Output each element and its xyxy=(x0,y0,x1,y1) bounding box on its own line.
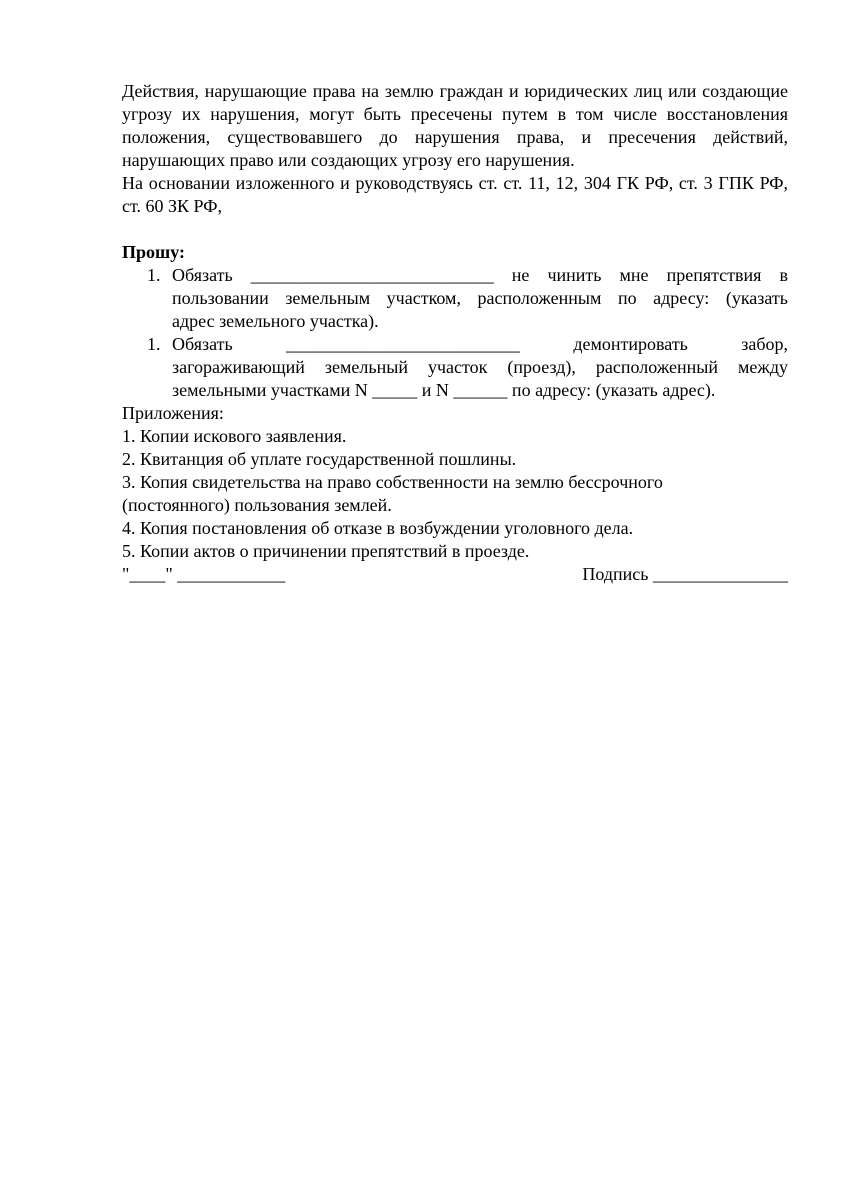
request-line: пользовании земельным участком, расположенным по адресу: (указать xyxy=(172,288,788,308)
request-line: земельными участками N _____ и N ______ по адресу: (указать адрес). xyxy=(172,380,716,400)
attachment-item: 2. Квитанция об уплате государственной пошлины. xyxy=(122,449,517,469)
attachment-item: 3. Копия свидетельства на право собственности на землю бессрочного xyxy=(122,472,663,492)
signature-row xyxy=(122,563,788,586)
spacer xyxy=(122,218,788,241)
request-number: 1. xyxy=(147,265,161,285)
request-line: адрес земельного участка). xyxy=(172,311,379,331)
attachment-item: 5. Копии актов о причинении препятствий в проезде. xyxy=(122,541,530,561)
document-body xyxy=(122,80,788,586)
request-line: Обязать __________________________ демонтировать забор, xyxy=(172,334,788,354)
request-list xyxy=(122,264,788,402)
signature-field: Подпись _______________ xyxy=(582,564,788,584)
attachment-item: 4. Копия постановления об отказе в возбуждении уголовного дела. xyxy=(122,518,634,538)
request-item xyxy=(122,333,788,402)
paragraph-legal-basis: На основании изложенного и руководствуясь ст. ст. 11, 12, 304 ГК РФ, ст. 3 ГПК РФ, ст. 60 ЗК РФ, xyxy=(122,173,788,216)
request-number: 1. xyxy=(147,334,161,354)
paragraph-rights-violation: Действия, нарушающие права на землю граждан и юридических лиц или создающие угрозу их нарушения, могут быть пресечены путем в том числе восстановления положения, существовавшего до нарушения права, и пресечения действий, нарушающих право или создающих угрозу его нарушения. xyxy=(122,81,788,170)
attachment-item: 1. Копии искового заявления. xyxy=(122,426,347,446)
request-heading: Прошу: xyxy=(122,242,185,262)
request-line: загораживающий земельный участок (проезд), расположенный между xyxy=(172,357,788,377)
request-item xyxy=(122,264,788,333)
attachment-item: (постоянного) пользования землей. xyxy=(122,495,392,515)
attachments-heading: Приложения: xyxy=(122,403,224,423)
request-line: Обязать ___________________________ не чинить мне препятствия в xyxy=(172,265,788,285)
date-field: "____" ____________ xyxy=(122,564,286,584)
